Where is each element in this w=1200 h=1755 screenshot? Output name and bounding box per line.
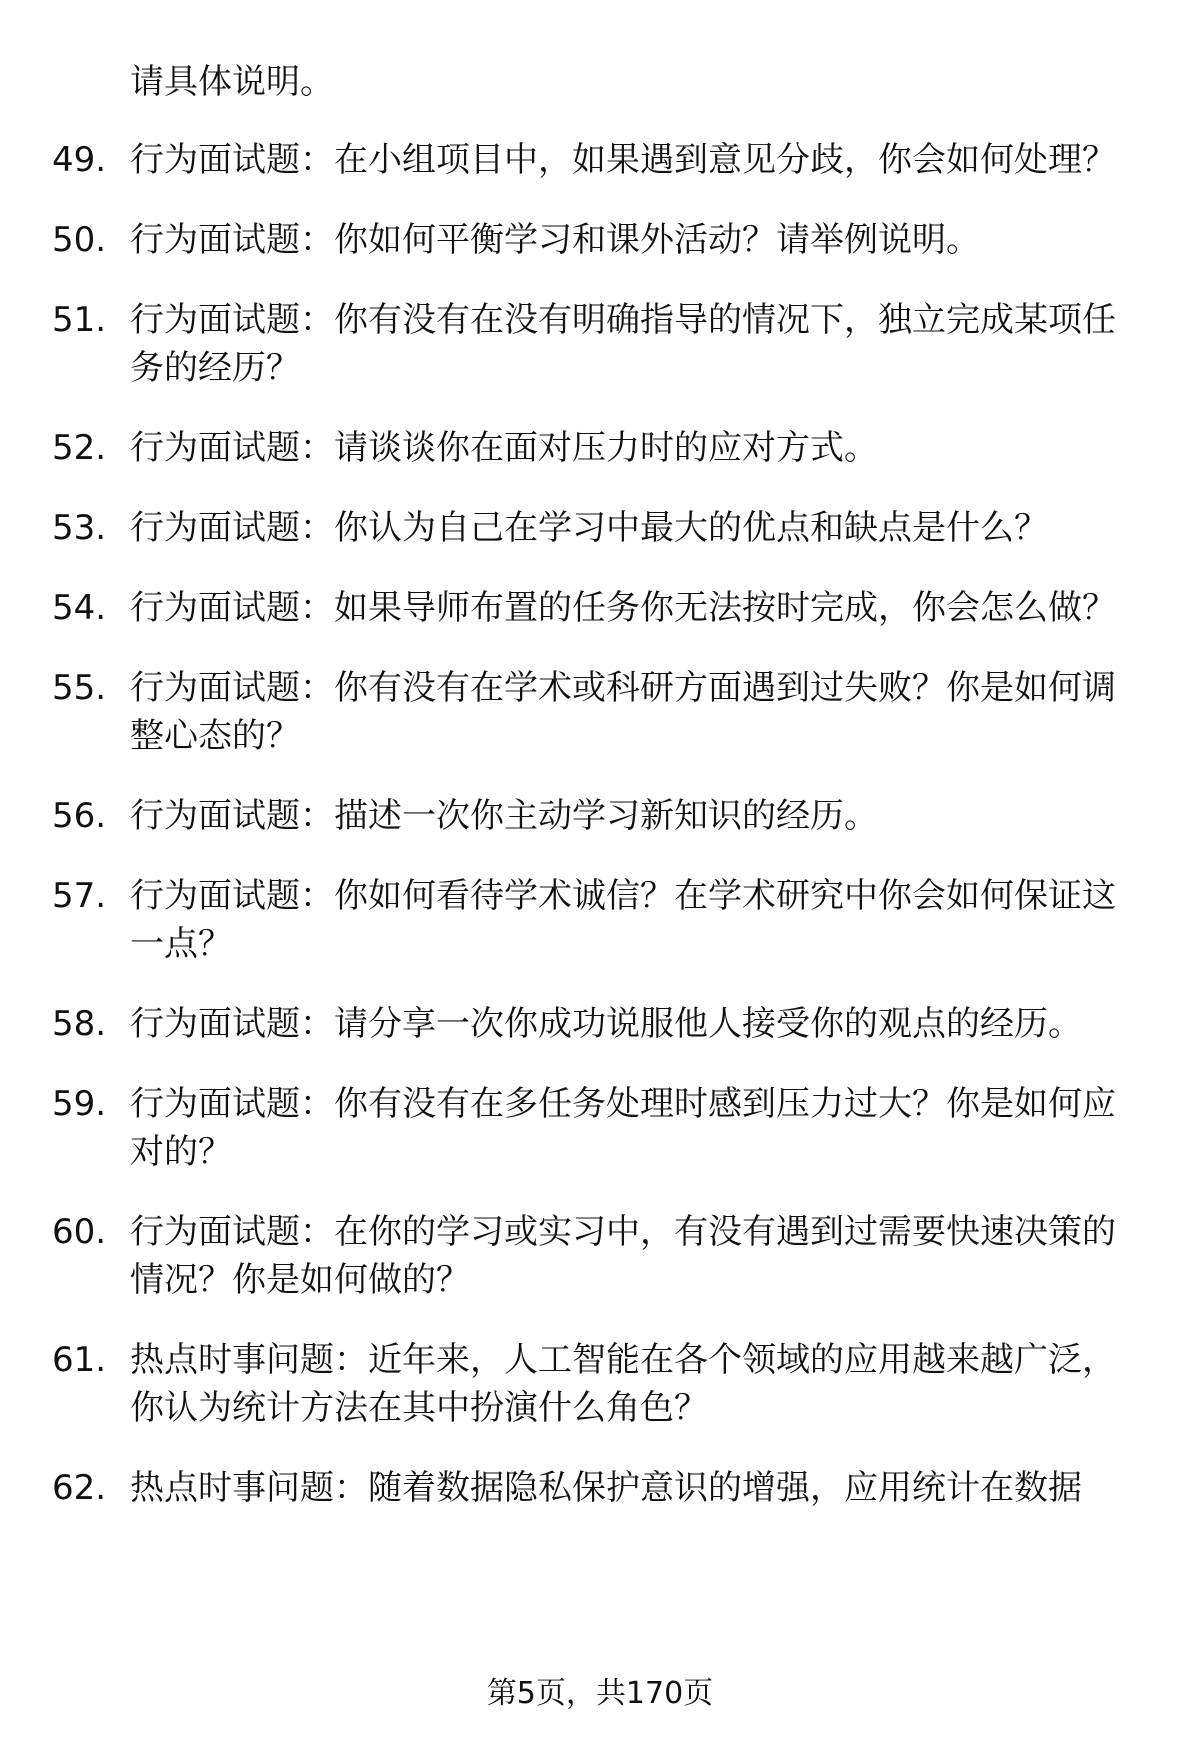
list-item <box>0 296 1200 392</box>
continuation-text: 请具体说明。 <box>130 62 334 102</box>
list-item <box>0 1464 1200 1512</box>
question-text: 行为面试题：你如何看待学术诚信？在学术研究中你会如何保证这一点？ <box>130 876 1116 964</box>
question-number: 50. <box>52 220 107 260</box>
question-text: 行为面试题：在小组项目中，如果遇到意见分歧，你会如何处理？ <box>130 140 1116 180</box>
list-item <box>0 1208 1200 1304</box>
list-item <box>0 1000 1200 1048</box>
list-item <box>0 792 1200 840</box>
question-number: 56. <box>52 796 107 836</box>
list-item <box>0 1336 1200 1432</box>
list-item <box>0 136 1200 184</box>
question-number: 58. <box>52 1004 107 1044</box>
question-text: 行为面试题：请谈谈你在面对压力时的应对方式。 <box>130 428 878 468</box>
question-number: 62. <box>52 1468 107 1508</box>
list-item <box>0 872 1200 968</box>
question-text: 行为面试题：你有没有在学术或科研方面遇到过失败？你是如何调整心态的？ <box>130 668 1116 756</box>
question-number: 54. <box>52 588 107 628</box>
question-text: 行为面试题：在你的学习或实习中，有没有遇到过需要快速决策的情况？你是如何做的？ <box>130 1212 1116 1300</box>
question-text: 行为面试题：请分享一次你成功说服他人接受你的观点的经历。 <box>130 1004 1082 1044</box>
question-list <box>0 136 1200 1544</box>
question-text: 行为面试题：你有没有在没有明确指导的情况下，独立完成某项任务的经历？ <box>130 300 1116 388</box>
question-number: 59. <box>52 1084 107 1124</box>
list-item <box>0 1080 1200 1176</box>
page-footer: 第5页，共170页 <box>486 1676 714 1711</box>
list-item <box>0 424 1200 472</box>
list-item <box>0 216 1200 264</box>
question-text: 热点时事问题：近年来，人工智能在各个领域的应用越来越广泛，你认为统计方法在其中扮演什么角色？ <box>130 1340 1116 1428</box>
question-text: 行为面试题：如果导师布置的任务你无法按时完成，你会怎么做？ <box>130 588 1116 628</box>
list-item <box>0 584 1200 632</box>
question-number: 49. <box>52 140 107 180</box>
question-number: 55. <box>52 668 107 708</box>
question-text: 行为面试题：你认为自己在学习中最大的优点和缺点是什么？ <box>130 508 1048 548</box>
question-text: 行为面试题：描述一次你主动学习新知识的经历。 <box>130 796 878 836</box>
question-number: 61. <box>52 1340 107 1380</box>
list-item <box>0 504 1200 552</box>
list-item <box>0 664 1200 760</box>
question-number: 52. <box>52 428 107 468</box>
question-number: 60. <box>52 1212 107 1252</box>
question-number: 51. <box>52 300 107 340</box>
question-number: 57. <box>52 876 107 916</box>
question-text: 热点时事问题：随着数据隐私保护意识的增强，应用统计在数据 <box>130 1468 1082 1508</box>
question-text: 行为面试题：你有没有在多任务处理时感到压力过大？你是如何应对的？ <box>130 1084 1116 1172</box>
question-number: 53. <box>52 508 107 548</box>
question-text: 行为面试题：你如何平衡学习和课外活动？请举例说明。 <box>130 220 980 260</box>
